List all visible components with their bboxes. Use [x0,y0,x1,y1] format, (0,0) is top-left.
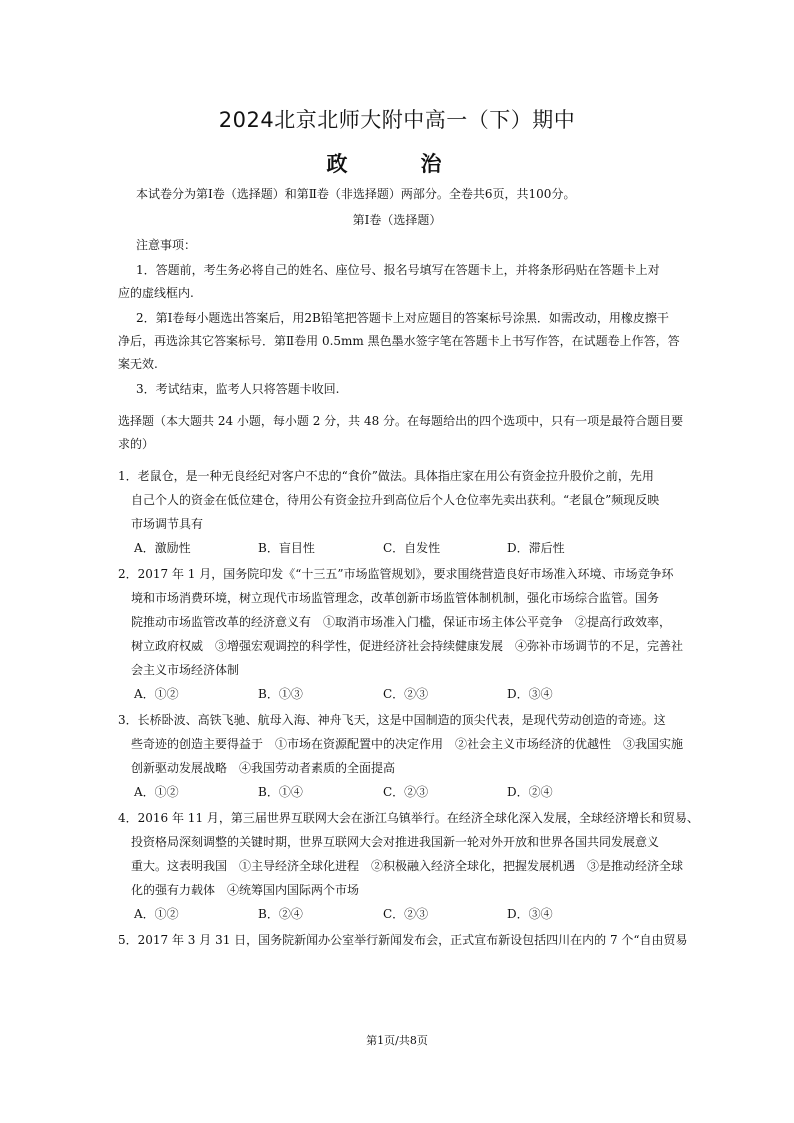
option-d: D．②④ [507,785,553,799]
section-heading: 第Ⅰ卷（选择题） [352,213,442,227]
option-a: A．①② [134,785,179,799]
notice-item: 案无效. [118,357,158,371]
question-line: 2．2017 年 1 月，国务院印发《“十三五”市场监管规划》，要求围绕营造良好市场准入环境、市场竞争环 [118,567,674,581]
option-b: B．盲目性 [258,541,315,555]
question-line: 创新驱动发展战略 ④我国劳动者素质的全面提高 [131,761,396,775]
notice-item: 应的虚线框内. [118,286,194,300]
question-line: 院推动市场监管改革的经济意义有 ①取消市场准入门槛，保证市场主体公平竞争 ②提高行政效率， [131,615,672,629]
page-number: 第1页/共8页 [366,1034,428,1047]
option-d: D．滞后性 [507,541,565,555]
option-b: B．①④ [258,785,303,799]
instructions: 选择题（本大题共 24 小题，每小题 2 分，共 48 分。在每题给出的四个选项中，只有一项是最符合题目要 [118,414,684,428]
option-b: B．①③ [258,687,303,701]
question-line: 化的强有力载体 ④统筹国内国际两个市场 [131,883,360,897]
notice-title: 注意事项： [136,238,197,252]
question-line: 5．2017 年 3 月 31 日，国务院新闻办公室举行新闻发布会，正式宣布新设包括四川在内的 7 个“自由贸易 [118,933,688,947]
instructions: 求的） [118,437,155,451]
exam-title: 2024北京北师大附中高一（下）期中 [218,108,576,132]
question-line: 自己个人的资金在低位建仓，待用公有资金拉升到高位后个人仓位率先卖出获利。“老鼠仓”频现反映 [131,493,660,507]
question-line: 4．2016 年 11 月，第三届世界互联网大会在浙江乌镇举行。在经济全球化深入发展，全球经济增长和贸易、 [118,811,699,825]
option-a: A．①② [134,687,179,701]
notice-item: 3．考试结束，监考人只将答题卡收回. [136,382,340,396]
option-d: D．③④ [507,687,553,701]
notice-item: 1．答题前，考生务必将自己的姓名、座位号、报名号填写在答题卡上，并将条形码贴在答题卡上对 [136,263,660,277]
question-line: 境和市场消费环境，树立现代市场监管理念，改革创新市场监管体制机制，强化市场综合监管。国务 [131,591,660,605]
option-c: C．②③ [383,907,429,921]
option-c: C．自发性 [383,541,441,555]
question-line: 3．长桥卧波、高铁飞驰、航母入海、神舟飞天，这是中国制造的顶尖代表，是现代劳动创造的奇迹。这 [118,713,666,727]
question-line: 些奇迹的创造主要得益于 ①市场在资源配置中的决定作用 ②社会主义市场经济的优越性 ③我国实施 [131,737,684,751]
question-line: 树立政府权威 ③增强宏观调控的科学性，促进经济社会持续健康发展 ④弥补市场调节的不足，完善社 [131,639,684,653]
notice-item: 2．第Ⅰ卷每小题选出答案后，用2B铅笔把答题卡上对应题目的答案标号涂黑．如需改动，用橡皮擦干 [136,311,669,325]
question-line: 投资格局深刻调整的关键时期，世界互联网大会对推进我国新一轮对外开放和世界各国共同发展意义 [131,835,660,849]
option-d: D．③④ [507,907,553,921]
question-line: 市场调节具有 [131,517,204,531]
intro-line: 本试卷分为第Ⅰ卷（选择题）和第Ⅱ卷（非选择题）两部分。全卷共6页，共100分。 [136,187,576,201]
option-c: C．②③ [383,687,429,701]
option-c: C．②③ [383,785,429,799]
question-line: 会主义市场经济体制 [131,663,240,677]
option-a: A．①② [134,907,179,921]
option-a: A．激励性 [134,541,191,555]
notice-item: 净后，再选涂其它答案标号．第Ⅱ卷用 0.5mm 黑色墨水签字笔在答题卡上书写作答，在试题卷上作答，答 [118,334,680,348]
question-line: 重大。这表明我国 ①主导经济全球化进程 ②积极融入经济全球化，把握发展机遇 ③是推动经济全球 [131,859,684,873]
subject-title: 政 治 [326,152,468,176]
option-b: B．②④ [258,907,303,921]
question-line: 1．老鼠仓，是一种无良经纪对客户不忠的“食价”做法。具体指庄家在用公有资金拉升股价之前，先用 [118,469,654,483]
